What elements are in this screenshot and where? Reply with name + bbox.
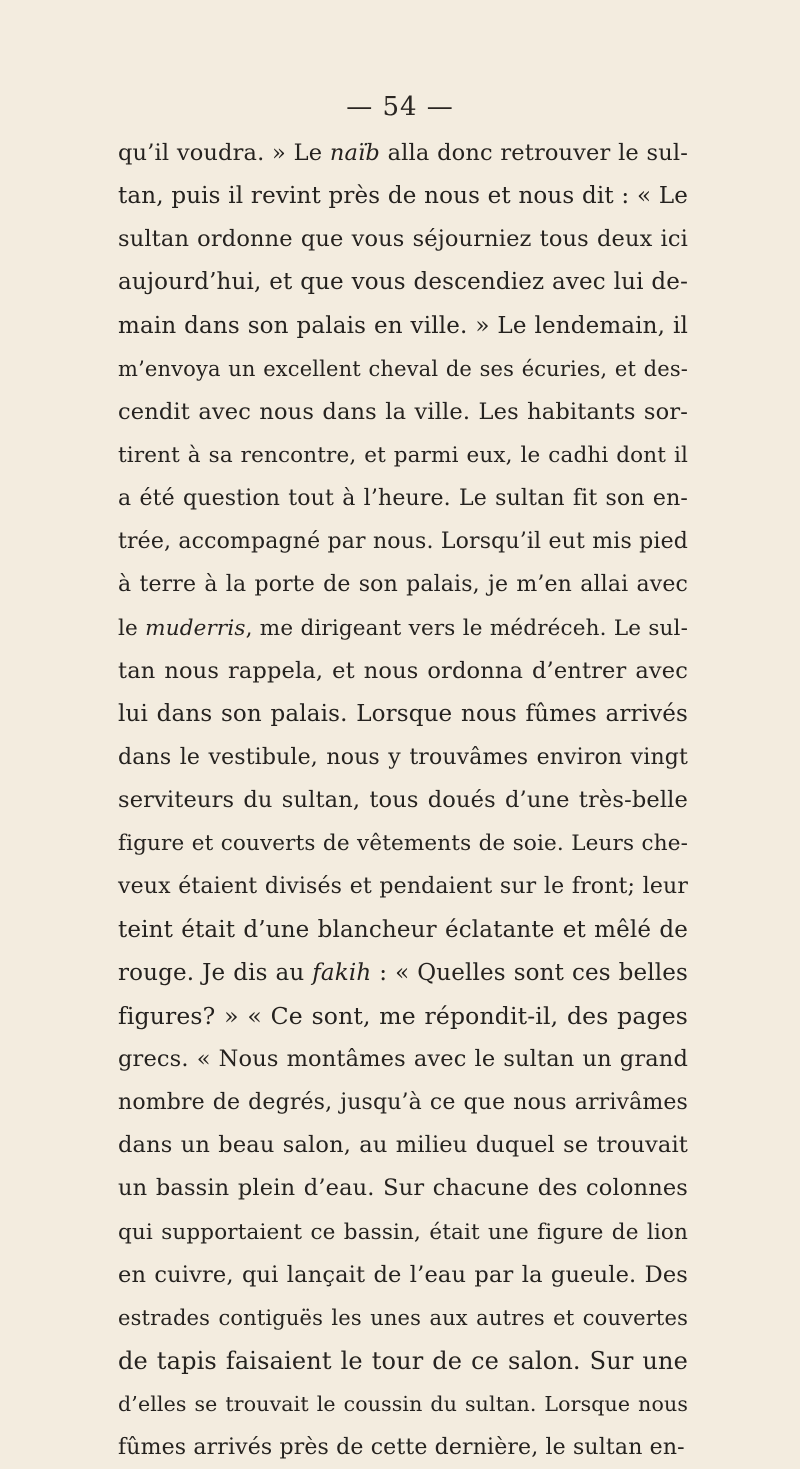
text-line — [118, 520, 688, 563]
text-segment: tan nous rappela, et nous ordonna d’entrer avec — [118, 657, 688, 684]
text-segment: le — [118, 615, 146, 641]
text-line — [118, 434, 688, 477]
text-line — [118, 218, 688, 261]
body-text — [118, 132, 688, 1469]
text-line — [118, 477, 688, 520]
text-segment: fûmes arrivés près de cette dernière, le sultan en- — [118, 1435, 685, 1461]
text-line — [118, 175, 688, 218]
italic-word: muderris — [145, 615, 246, 641]
text-segment: main dans son palais en ville. » Le lendemain, il — [118, 312, 688, 339]
text-segment: en cuivre, qui lançait de l’eau par la gueule. Des — [118, 1261, 688, 1288]
text-line — [118, 607, 688, 650]
text-segment: dans le vestibule, nous y trouvâmes environ vingt — [118, 744, 688, 770]
text-segment: lui dans son palais. Lorsque nous fûmes arrivés — [118, 700, 688, 727]
text-segment: un bassin plein d’eau. Sur chacune des colonnes — [118, 1175, 688, 1202]
text-line — [118, 1383, 688, 1426]
text-segment: teint était d’une blancheur éclatante et mêlé de — [118, 916, 688, 943]
page-number: — 54 — — [346, 92, 454, 122]
text-line — [118, 1254, 688, 1297]
text-line — [118, 1340, 688, 1383]
text-segment: cendit avec nous dans la ville. Les habitants sor- — [118, 398, 688, 425]
text-line — [118, 1081, 688, 1124]
text-line — [118, 1211, 688, 1254]
text-line — [118, 779, 688, 822]
text-segment: dans un beau salon, au milieu duquel se trouvait — [118, 1132, 688, 1159]
text-segment: serviteurs du sultan, tous doués d’une très-belle — [118, 787, 688, 814]
text-segment: veux étaient divisés et pendaient sur le front; leur — [118, 874, 688, 900]
text-line — [118, 909, 688, 952]
text-line — [118, 1426, 688, 1469]
text-line — [118, 261, 688, 304]
text-segment: figures? » « Ce sont, me répondit-il, des pages — [118, 1001, 688, 1030]
text-line — [118, 952, 688, 995]
text-segment: figure et couverts de vêtements de soie. Leurs che- — [118, 831, 688, 857]
text-segment: qu’il voudra. » Le — [118, 140, 330, 166]
text-segment: qui supportaient ce bassin, était une figure de lion — [118, 1219, 688, 1245]
text-segment: m’envoya un excellent cheval de ses écuries, et des- — [118, 356, 688, 381]
text-segment: : « Quelles sont ces belles — [371, 959, 688, 986]
italic-word: fakih — [312, 959, 372, 986]
text-segment: grecs. « Nous montâmes avec le sultan un grand — [118, 1045, 688, 1072]
text-segment: alla donc retrouver le sul- — [379, 140, 688, 166]
text-segment: trée, accompagné par nous. Lorsqu’il eut mis pied — [118, 529, 688, 555]
text-segment: , me dirigeant vers le médréceh. Le sul- — [245, 615, 688, 641]
text-segment: d’elles se trouvait le coussin du sultan. Lorsque nous — [118, 1392, 688, 1417]
text-segment: tan, puis il revint près de nous et nous dit : « Le — [118, 183, 688, 210]
text-segment: rouge. Je dis au — [118, 959, 313, 986]
text-line — [118, 563, 688, 606]
text-segment: tirent à sa rencontre, et parmi eux, le cadhi dont il — [118, 442, 688, 468]
text-line — [118, 1167, 688, 1210]
text-segment: estrades contiguës les unes aux autres et couvertes — [118, 1305, 688, 1330]
italic-word: naïb — [329, 140, 380, 166]
text-line — [118, 1038, 688, 1081]
text-line — [118, 391, 688, 434]
text-segment: à terre à la porte de son palais, je m’en allai avec — [118, 572, 688, 598]
text-line — [118, 348, 688, 391]
text-segment: sultan ordonne que vous séjourniez tous deux ici — [118, 226, 688, 253]
text-line — [118, 1124, 688, 1167]
text-line — [118, 822, 688, 865]
text-line — [118, 650, 688, 693]
text-segment: aujourd’hui, et que vous descendiez avec lui de- — [118, 269, 688, 296]
text-segment: de tapis faisaient le tour de ce salon. Sur une — [118, 1346, 688, 1375]
text-segment: nombre de degrés, jusqu’à ce que nous arrivâmes — [118, 1090, 688, 1116]
text-line — [118, 995, 688, 1038]
text-line — [118, 1297, 688, 1340]
text-line — [118, 132, 688, 175]
text-segment: a été question tout à l’heure. Le sultan fit son en- — [118, 486, 688, 512]
text-line — [118, 693, 688, 736]
text-line — [118, 736, 688, 779]
text-line — [118, 865, 688, 908]
text-line — [118, 305, 688, 348]
